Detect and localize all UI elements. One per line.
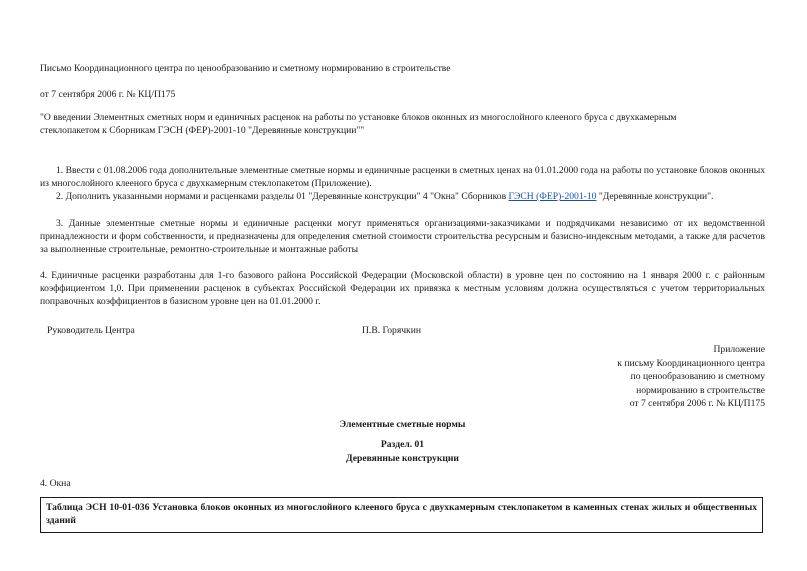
- signature-role: Руководитель Центра: [47, 325, 135, 336]
- appendix-line: от 7 сентября 2006 г. № КЦ/П175: [629, 398, 765, 410]
- table-title: Таблица ЭСН 10-01-036 Установка блоков оконных из многослойного клееного бруса с двухкамерным стеклопакетом в каменных стенах жилых и общественных зданий: [46, 502, 757, 526]
- letter-date: от 7 сентября 2006 г. № КЦ/П175: [40, 89, 176, 100]
- appendix-line: по ценообразованию и сметному: [630, 371, 765, 383]
- appendix-line: к письму Координационного центра: [617, 357, 765, 369]
- paragraph-item-2-tail: "Деревянные конструкции".: [596, 191, 714, 202]
- paragraph-item-2-text: 2. Дополнить указанными нормами и расценками разделы 01 "Деревянные конструкции" 4 "Окна" Сборников: [56, 191, 509, 202]
- appendix-block: [617, 343, 765, 411]
- subsection-title: 4. Окна: [40, 478, 71, 489]
- appendix-line: Приложение: [713, 344, 765, 355]
- paragraph-item-4: 4. Единичные расценки разработаны для 1-го базового района Российской Федерации (Московской области) в уровне цен по состоянию на 1 января 2000 г. с районным коэффициентом 1,0. При применении расценок в субъектах Российской Федерации их привязка к местным условиям должна осуществляться с учетом территориальных поправочных коэффициентов в базисном уровне цен на 01.01.2000 г.: [40, 270, 765, 307]
- razdel-name: Деревянные конструкции: [346, 453, 459, 464]
- paragraph-item-1: 1. Ввести с 01.08.2006 года дополнительные элементные сметные нормы и единичные расценки в сметных ценах на 01.01.2000 года на работы по установке блоков оконных из многослойного клееного бруса с двухкамерным стеклопакетом (Приложение).: [40, 165, 765, 189]
- letter-subject: "О введении Элементных сметных норм и единичных расценок на работы по установке блоков оконных из многослойного клееного бруса с двухкамерным стеклопакетом к Сборникам ГЭСН (ФЕР)-2001-10 "Деревянные конструкции"": [40, 112, 677, 136]
- paragraph-item-2: [40, 190, 765, 203]
- appendix-line: нормированию в строительстве: [636, 384, 765, 396]
- razdel-number: Раздел. 01: [380, 439, 425, 450]
- table-header-box: [40, 497, 763, 533]
- signature-name: П.В. Горячкин: [362, 325, 421, 336]
- paragraph-item-3: 3. Данные элементные сметные нормы и единичные расценки могут применяться организациями-заказчиками и подрядчиками независимо от их ведомственной принадлежности и форм собственности, и предназначены для определения сметной стоимости строительства ресурсным и базисно-индексным методами, а также для расчетов за выполненные строительные, ремонтно-строительные и монтажные работы: [40, 218, 765, 255]
- section-heading: Элементные сметные нормы: [339, 419, 466, 430]
- letter-title: Письмо Координационного центра по ценообразованию и сметному нормированию в строительстве: [40, 63, 451, 74]
- gesn-link[interactable]: ГЭСН (ФЕР)-2001-10: [508, 191, 597, 202]
